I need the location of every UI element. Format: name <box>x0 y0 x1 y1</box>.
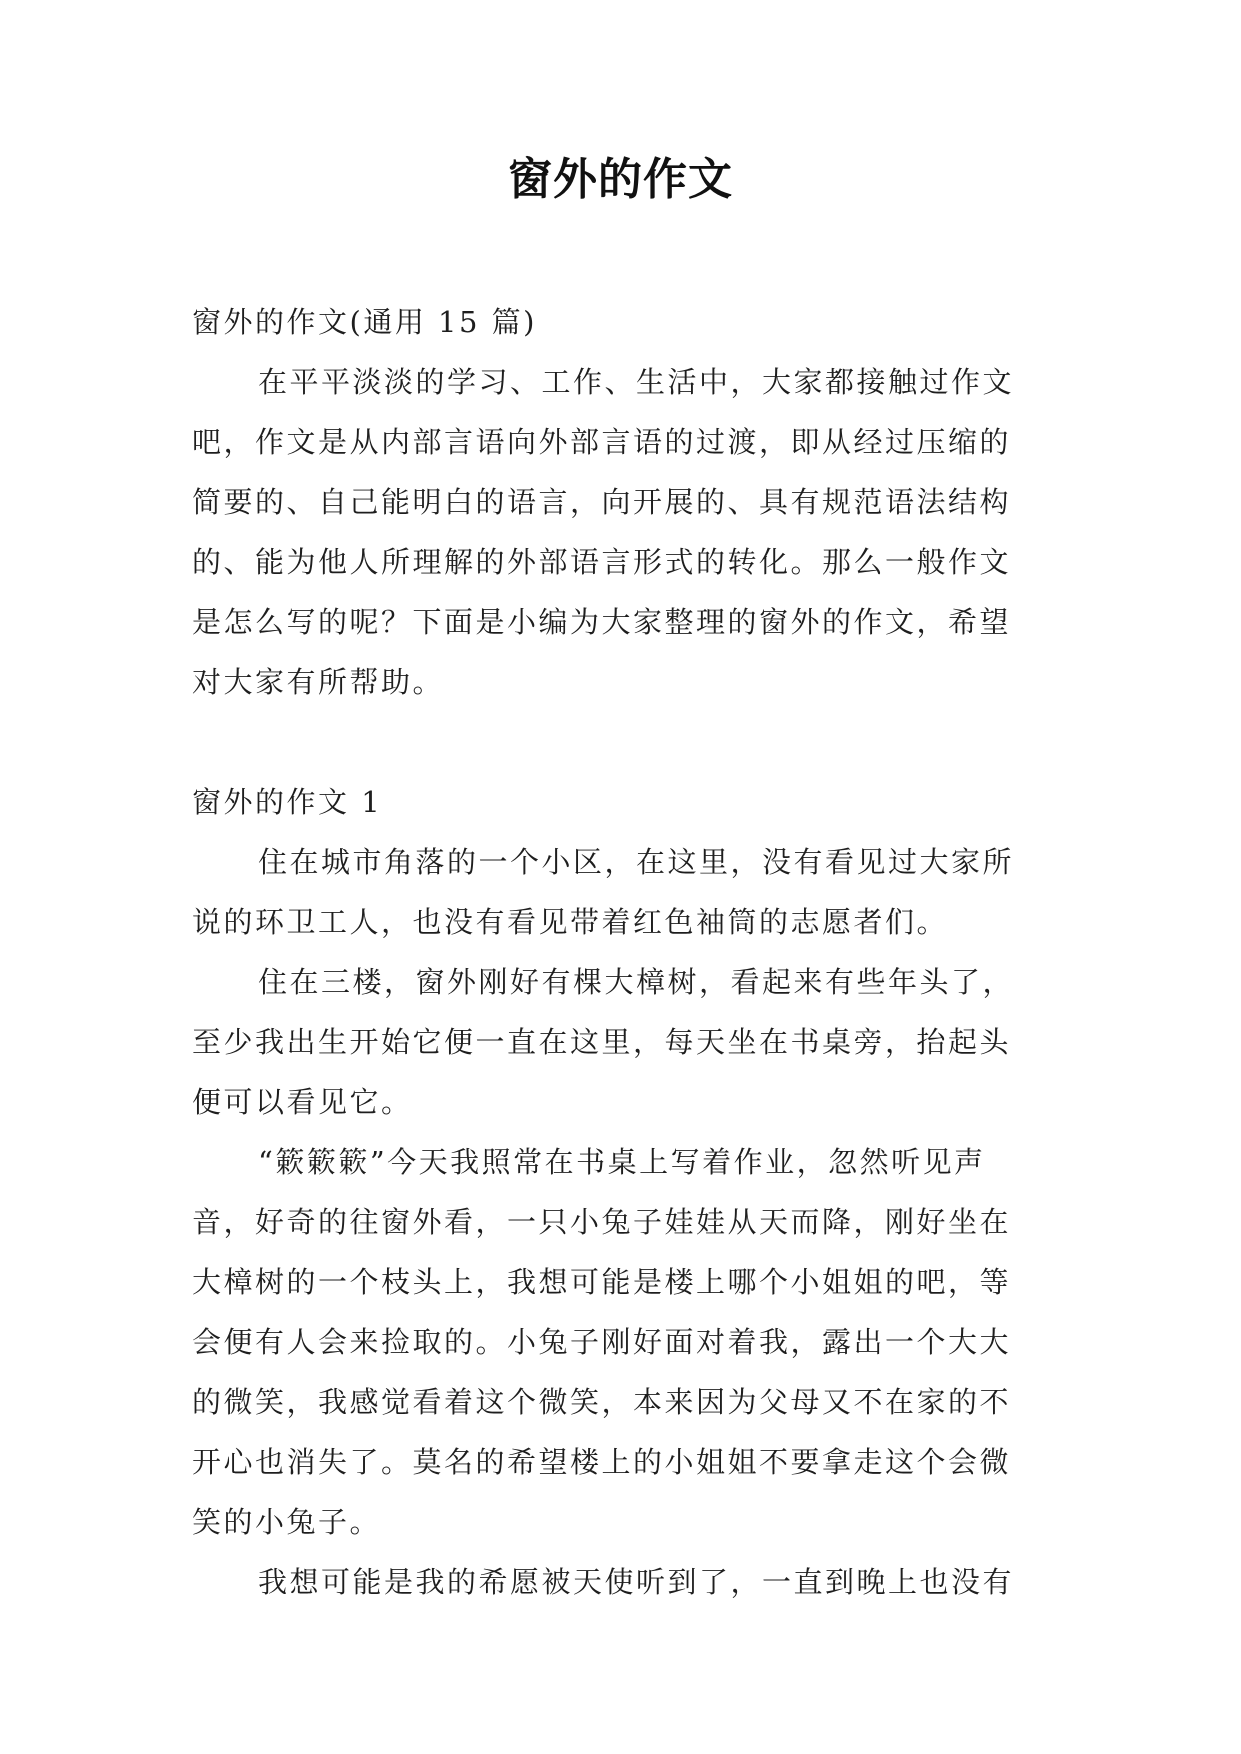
intro-line: 是怎么写的呢？下面是小编为大家整理的窗外的作文，希望 <box>192 605 1012 639</box>
body-paragraph <box>192 832 1060 952</box>
blank-line <box>192 712 1060 772</box>
paragraph-line: 住在三楼，窗外刚好有棵大樟树，看起来有些年头了， <box>258 965 1015 999</box>
paragraph-line: 笑的小兔子。 <box>192 1505 382 1539</box>
intro-line: 简要的、自己能明白的语言，向开展的、具有规范语法结构 <box>192 485 1012 519</box>
paragraph-line: “簌簌簌”今天我照常在书桌上写着作业，忽然听见声 <box>258 1145 986 1179</box>
paragraph-line: 会便有人会来捡取的。小兔子刚好面对着我，露出一个大大 <box>192 1325 1012 1359</box>
paragraph-line: 音，好奇的往窗外看，一只小兔子娃娃从天而降，刚好坐在 <box>192 1205 1012 1239</box>
intro-line: 对大家有所帮助。 <box>192 665 445 699</box>
document-body <box>192 292 1060 1612</box>
paragraph-line: 说的环卫工人，也没有看见带着红色袖筒的志愿者们。 <box>192 905 949 939</box>
paragraph-line: 至少我出生开始它便一直在这里，每天坐在书桌旁，抬起头 <box>192 1025 1012 1059</box>
body-paragraph <box>192 1552 1060 1612</box>
paragraph-line: 大樟树的一个枝头上，我想可能是楼上哪个小姐姐的吧，等 <box>192 1265 1012 1299</box>
body-paragraph <box>192 1132 1060 1552</box>
intro-line: 吧，作文是从内部言语向外部言语的过渡，即从经过压缩的 <box>192 425 1012 459</box>
intro-paragraph <box>192 352 1060 712</box>
paragraph-line: 我想可能是我的希愿被天使听到了，一直到晚上也没有 <box>258 1565 1015 1599</box>
intro-line: 在平平淡淡的学习、工作、生活中，大家都接触过作文 <box>258 365 1015 399</box>
paragraph-line: 开心也消失了。莫名的希望楼上的小姐姐不要拿走这个会微 <box>192 1445 1012 1479</box>
document-title: 窗外的作文 <box>508 154 733 205</box>
paragraph-line: 的微笑，我感觉看着这个微笑，本来因为父母又不在家的不 <box>192 1385 1012 1419</box>
paragraph-line: 住在城市角落的一个小区，在这里，没有看见过大家所 <box>258 845 1015 879</box>
body-paragraph <box>192 952 1060 1132</box>
document-subtitle: 窗外的作文(通用 15 篇) <box>192 305 537 339</box>
intro-line: 的、能为他人所理解的外部语言形式的转化。那么一般作文 <box>192 545 1012 579</box>
section-heading: 窗外的作文 1 <box>192 785 383 819</box>
paragraph-line: 便可以看见它。 <box>192 1085 413 1119</box>
